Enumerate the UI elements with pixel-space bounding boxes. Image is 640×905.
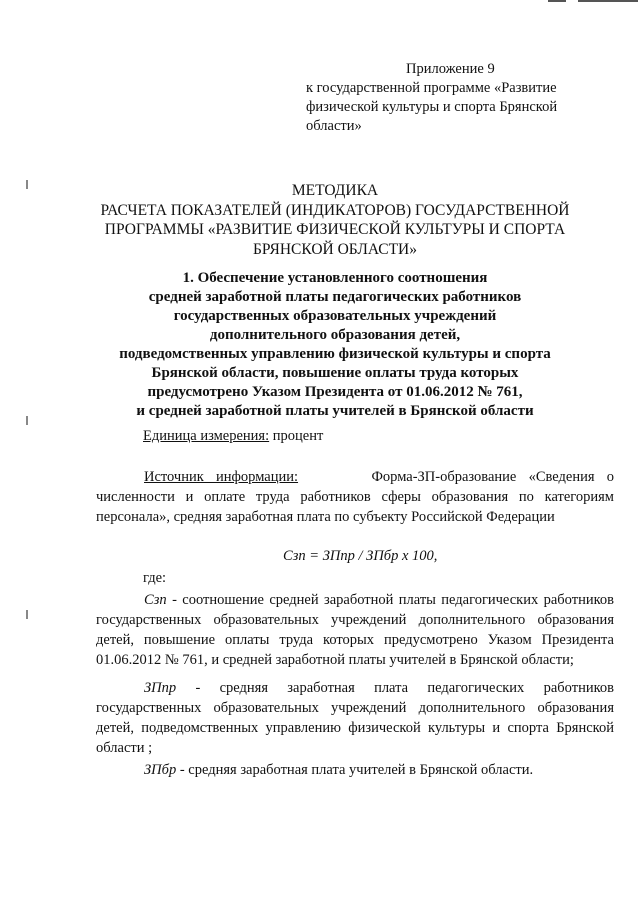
appendix-line: области»	[306, 118, 362, 134]
definition-text: - соотношение средней заработной платы педагогических работников	[166, 592, 614, 608]
heading-line: дополнительного образования детей,	[209, 327, 461, 343]
definition-text: - средняя заработная плата педагогических работников	[176, 680, 614, 696]
definition-text: - средняя заработная плата учителей в Брянской области.	[176, 762, 534, 778]
definition-line: государственных образовательных учреждений дополнительного образования	[96, 612, 614, 628]
source-line: персонала», средняя заработная плата по субъекту Российской Федерации	[96, 509, 555, 525]
heading-line: Брянской области, повышение оплаты труда которых	[151, 365, 519, 381]
heading-line: средней заработной платы педагогических работников	[148, 289, 522, 305]
definition-zppr	[96, 678, 614, 758]
scan-margin-tick	[26, 610, 28, 619]
unit-label: Единица измерения:	[143, 428, 270, 444]
heading-line: подведомственных управлению физической культуры и спорта	[119, 346, 551, 362]
appendix-note	[306, 60, 606, 136]
document-title	[95, 181, 575, 259]
scan-edge-mark	[548, 0, 566, 2]
appendix-line: к государственной программе «Развитие	[306, 80, 557, 96]
definition-line: 01.06.2012 № 761, и средней заработной платы учителей в Брянской области;	[96, 652, 574, 668]
source-line: численности и оплате труда работников сферы образования по категориям	[96, 489, 614, 505]
definition-line	[96, 678, 614, 698]
definition-line: области ;	[96, 740, 153, 756]
source-line	[96, 467, 614, 487]
unit-value: процент	[272, 428, 324, 444]
unit-of-measure	[143, 428, 323, 445]
definition-zpbr	[96, 760, 614, 780]
appendix-line: физической культуры и спорта Брянской	[306, 99, 558, 115]
definition-line	[96, 590, 614, 610]
section-heading	[110, 269, 560, 421]
formula: Сзп = ЗПпр / ЗПбр х 100,	[283, 548, 438, 564]
title-line: БРЯНСКОЙ ОБЛАСТИ»	[252, 240, 418, 258]
scan-margin-tick	[26, 416, 28, 425]
heading-line: и средней заработной платы учителей в Брянской области	[136, 403, 534, 419]
title-line: МЕТОДИКА	[291, 182, 379, 199]
scan-margin-tick	[26, 180, 28, 189]
heading-line: 1. Обеспечение установленного соотношения	[182, 270, 488, 286]
source-label: Источник информации:	[144, 469, 299, 485]
source-paragraph	[96, 467, 614, 527]
scan-edge-mark	[578, 0, 638, 2]
title-line: ПРОГРАММЫ «РАЗВИТИЕ ФИЗИЧЕСКОЙ КУЛЬТУРЫ И СПОРТА	[104, 221, 566, 238]
appendix-title: Приложение 9	[406, 61, 495, 77]
definition-term: ЗПбр	[144, 762, 177, 778]
definition-term: Сзп	[144, 592, 167, 608]
definition-line: государственных образовательных учреждений дополнительного образования	[96, 700, 614, 716]
definition-szp	[96, 590, 614, 670]
title-line: РАСЧЕТА ПОКАЗАТЕЛЕЙ (ИНДИКАТОРОВ) ГОСУДАРСТВЕННОЙ	[100, 201, 570, 219]
definition-line: детей, повышение оплаты труда которых предусмотрено Указом Президента	[96, 632, 614, 648]
where-label: где:	[143, 570, 167, 586]
heading-line: предусмотрено Указом Президента от 01.06.2012 № 761,	[147, 384, 523, 400]
definition-term: ЗПпр	[144, 680, 177, 696]
heading-line: государственных образовательных учреждений	[173, 308, 497, 324]
definition-line	[96, 760, 614, 780]
definition-line: детей, подведомственных управлению физической культуры и спорта Брянской	[96, 720, 614, 736]
source-text: Форма-ЗП-образование «Сведения о	[371, 469, 614, 485]
